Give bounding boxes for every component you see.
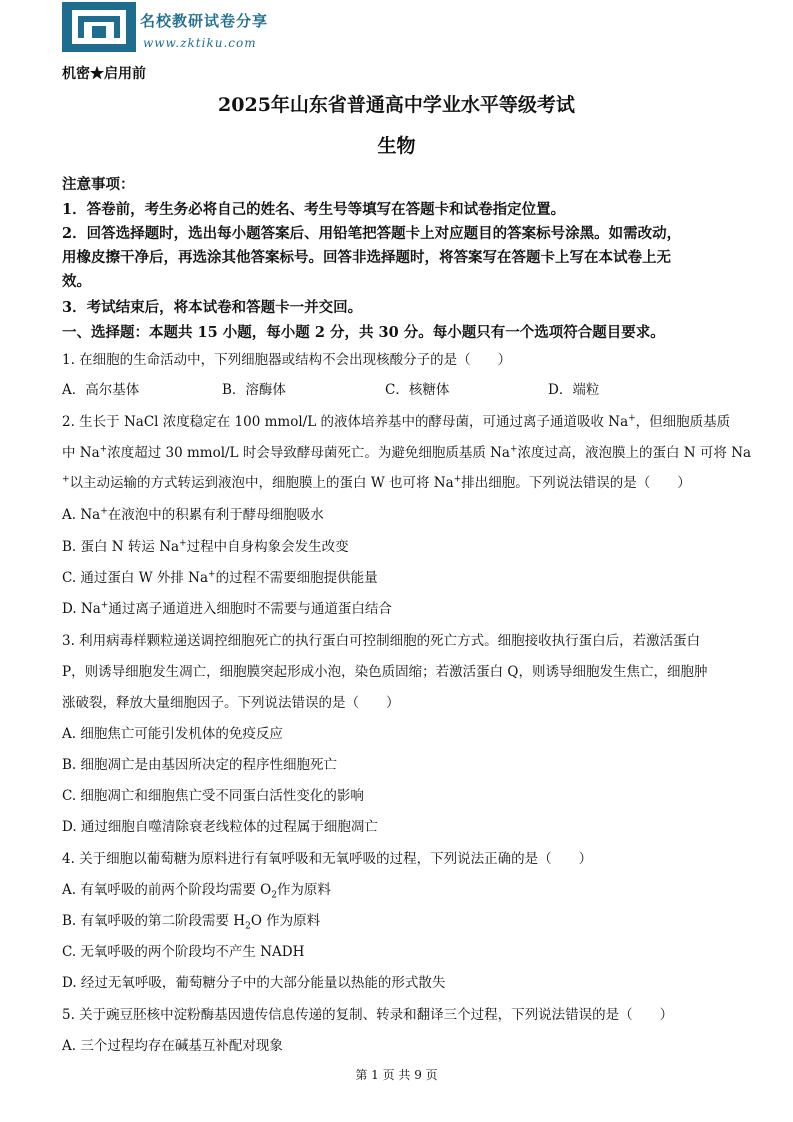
brand-name: 名校教研试卷分享 bbox=[140, 12, 269, 30]
note-2-line-2: 用橡皮擦干净后，再选涂其他答案标号。回答非选择题时，将答案写在答题卡上写在本试卷上无 bbox=[62, 249, 671, 266]
logo bbox=[62, 2, 136, 52]
section-heading: 一、选择题：本题共 15 小题，每小题 2 分，共 30 分。每小题只有一个选项符合题目要求。 bbox=[62, 324, 665, 341]
q3-stem-line-3: 涨破裂，释放大量细胞因子。下列说法错误的是（ ） bbox=[62, 695, 400, 711]
q2-option-b[interactable]: B. 蛋白 N 转运 Na+过程中自身构象会发生改变 bbox=[62, 538, 349, 555]
q4-option-b[interactable]: B. 有氧呼吸的第二阶段需要 $H_2O$ 作为原料 bbox=[62, 913, 321, 932]
q2-stem-line-3: +以主动运输的方式转运到液泡中，细胞膜上的蛋白 W 也可将 Na+排出细胞。下列说法错误的是（ ） bbox=[62, 474, 691, 491]
q2-stem-line-1: 2. 生长于 NaCl 浓度稳定在 100 mmol/L 的液体培养基中的酵母菌，可通过离子通道吸收 Na+，但细胞质基质 bbox=[62, 413, 731, 430]
q3-stem-line-1: 3. 利用病毒样颗粒递送调控细胞死亡的执行蛋白可控制细胞的死亡方式。细胞接收执行蛋白后，若激活蛋白 bbox=[62, 633, 701, 649]
q2-option-a[interactable]: A. Na+在液泡中的积累有利于酵母细胞吸水 bbox=[62, 506, 324, 523]
note-3: 3．考试结束后，将本试卷和答题卡一并交回。 bbox=[62, 299, 363, 316]
note-2-line-3: 效。 bbox=[62, 273, 91, 290]
q2-option-c[interactable]: C. 通过蛋白 W 外排 Na+的过程不需要细胞提供能量 bbox=[62, 569, 378, 586]
q1-option-a[interactable]: A．高尔基体 bbox=[62, 382, 140, 398]
q2-stem-line-2: 中 Na+浓度超过 30 mmol/L 时会导致酵母菌死亡。为避免细胞质基质 Na+浓度过高，液泡膜上的蛋白 N 可将 Na bbox=[62, 444, 752, 461]
q5-option-a[interactable]: A. 三个过程均存在碱基互补配对现象 bbox=[62, 1038, 283, 1054]
notes-heading: 注意事项： bbox=[62, 176, 135, 193]
note-2-line-1: 2．回答选择题时，选出每小题答案后、用铅笔把答题卡上对应题目的答案标号涂黑。如需改动， bbox=[62, 225, 682, 242]
q3-option-a[interactable]: A. 细胞焦亡可能引发机体的免疫反应 bbox=[62, 726, 283, 742]
q1-option-d[interactable]: D．端粒 bbox=[548, 382, 600, 398]
q3-option-b[interactable]: B. 细胞凋亡是由基因所决定的程序性细胞死亡 bbox=[62, 757, 338, 773]
exam-title: 2025年山东省普通高中学业水平等级考试 bbox=[218, 94, 575, 116]
page-footer: 第 1 页 共 9 页 bbox=[355, 1068, 438, 1082]
q1-stem: 1. 在细胞的生命活动中，下列细胞器或结构不会出现核酸分子的是（ ） bbox=[62, 352, 512, 368]
q4-option-d[interactable]: D. 经过无氧呼吸，葡萄糖分子中的大部分能量以热能的形式散失 bbox=[62, 975, 446, 991]
exam-subject: 生物 bbox=[377, 135, 416, 157]
confidential-mark: 机密★启用前 bbox=[62, 66, 146, 82]
q3-option-c[interactable]: C. 细胞凋亡和细胞焦亡受不同蛋白活性变化的影响 bbox=[62, 788, 364, 804]
q3-stem-line-2: P，则诱导细胞发生凋亡，细胞膜突起形成小泡，染色质固缩；若激活蛋白 Q，则诱导细胞发生焦亡，细胞肿 bbox=[62, 664, 708, 680]
q3-option-d[interactable]: D. 通过细胞自噬清除衰老线粒体的过程属于细胞凋亡 bbox=[62, 819, 378, 835]
note-1: 1．答卷前，考生务必将自己的姓名、考生号等填写在答题卡和试卷指定位置。 bbox=[62, 201, 566, 218]
q4-option-a[interactable]: A. 有氧呼吸的前两个阶段均需要 $O_2$作为原料 bbox=[62, 882, 331, 901]
site-url[interactable]: www.zktiku.com bbox=[143, 36, 257, 50]
q2-option-d[interactable]: D. Na+通过离子通道进入细胞时不需要与通道蛋白结合 bbox=[62, 600, 392, 617]
q4-option-c[interactable]: C. 无氧呼吸的两个阶段均不产生 NADH bbox=[62, 944, 305, 960]
q1-option-b[interactable]: B．溶酶体 bbox=[222, 382, 286, 398]
logo-mark bbox=[72, 10, 126, 44]
q4-stem: 4. 关于细胞以葡萄糖为原料进行有氧呼吸和无氧呼吸的过程，下列说法正确的是（ ） bbox=[62, 851, 593, 867]
q1-option-c[interactable]: C．核糖体 bbox=[385, 382, 450, 398]
q5-stem: 5. 关于豌豆胚核中淀粉酶基因遗传信息传递的复制、转录和翻译三个过程，下列说法错误的是（ ） bbox=[62, 1007, 674, 1023]
